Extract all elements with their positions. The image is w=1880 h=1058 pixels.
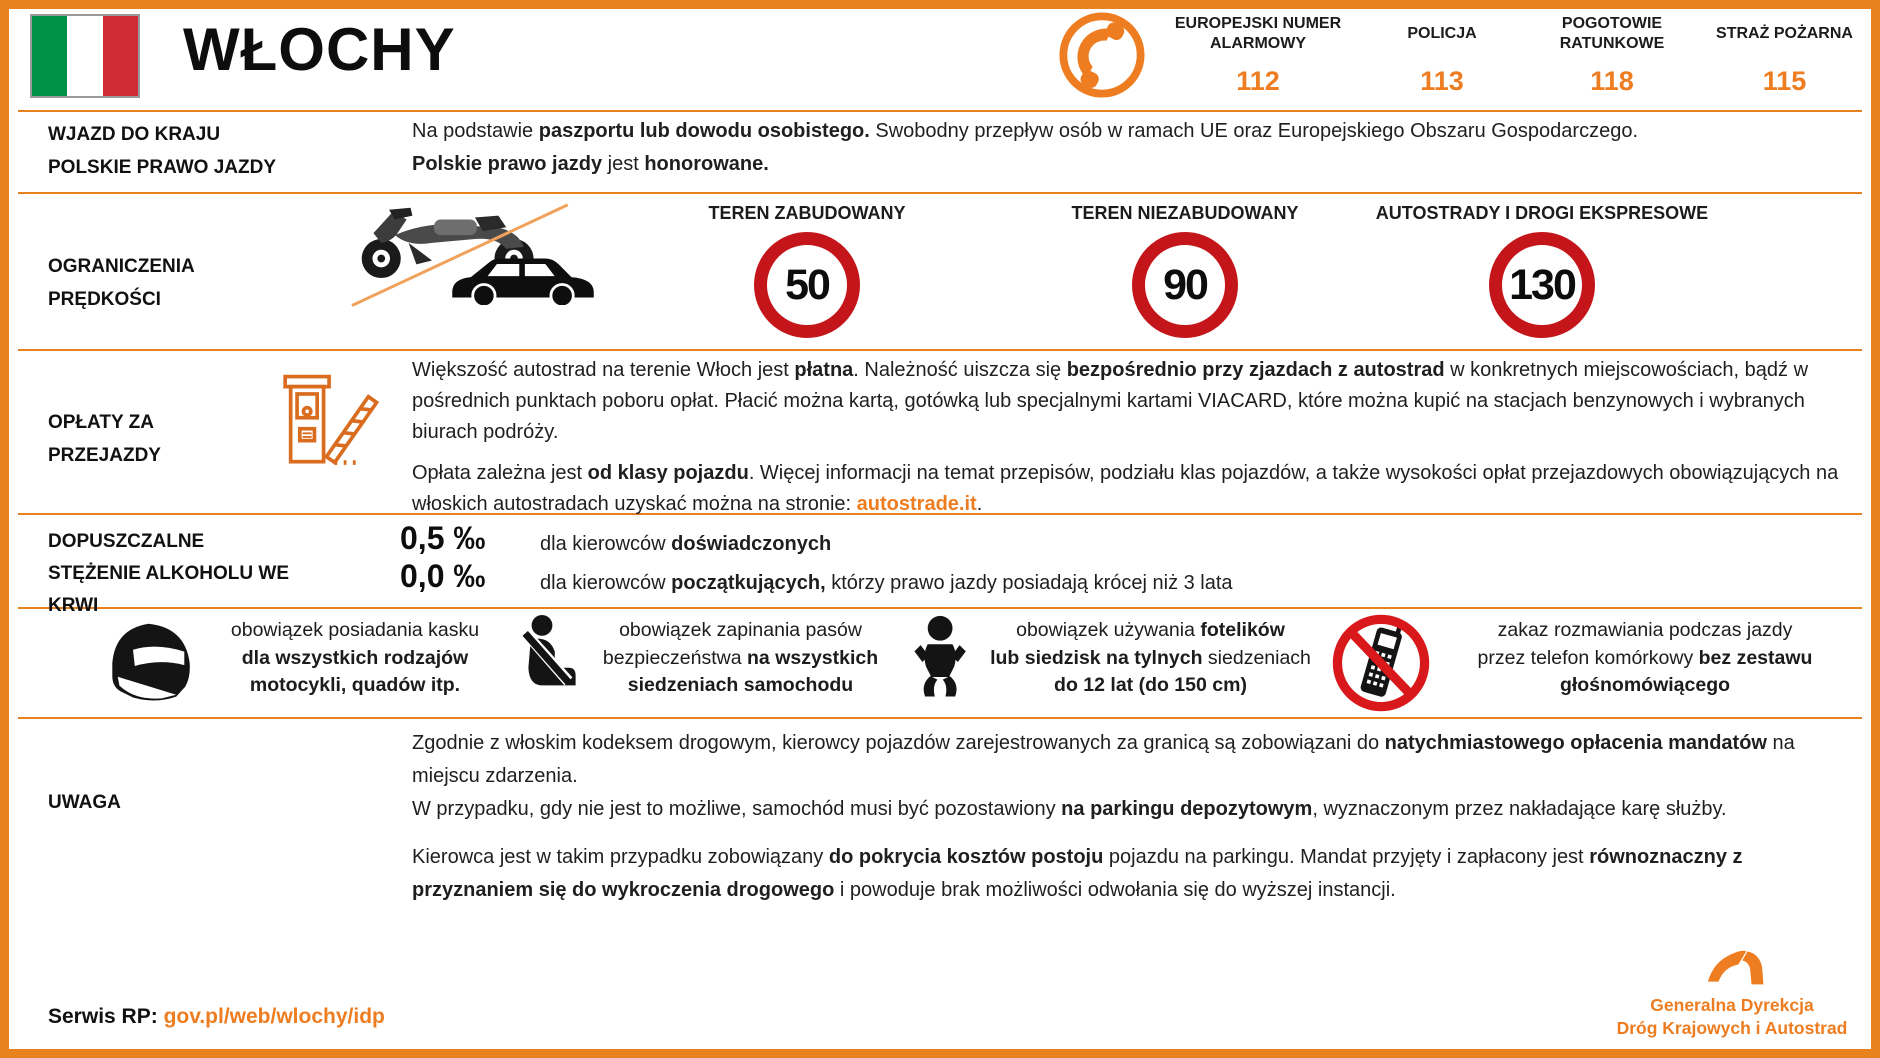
no-phone-icon	[1330, 612, 1432, 719]
text-segment: bezpośrednio przy zjazdach z autostrad	[1066, 359, 1445, 381]
text-segment: . Więcej informacji na temat przepisów, podziału klas pojazdów, a także wysokości opłat przejazdowych obowiązujących na włoskich autostradach uzyskać można na stronie:	[412, 462, 1839, 515]
text-segment: siedzeniach	[1202, 646, 1311, 669]
text-segment: obowiązek posiadania kasku	[230, 619, 480, 641]
entry-label: WJAZD DO KRAJU	[48, 124, 221, 145]
emergency-label: POGOTOWIE RATUNKOWE	[1559, 15, 1665, 52]
text-segment: Opłata zależna jest	[412, 462, 588, 484]
text-segment: płatna	[794, 359, 854, 381]
text-segment: W przypadku, gdy nie jest to możliwe, samochód musi być pozostawiony	[412, 798, 1062, 820]
alcohol-limit-experienced: 0,5 ‰	[400, 520, 486, 556]
divider	[18, 349, 1862, 351]
text-segment: dla kierowców	[540, 572, 672, 594]
text-segment: na miejscu zdarzenia.	[412, 732, 1795, 787]
notice-label: UWAGA	[48, 792, 121, 813]
text-segment: natychmiastowego opłacenia mandatów	[1384, 732, 1767, 754]
text-segment: zakaz rozmawiania podczas jazdy	[1497, 619, 1793, 641]
emergency-ambulance	[1532, 13, 1692, 99]
text-segment: . Należność uiszcza się	[853, 359, 1067, 381]
speed-sign-90: 90	[1132, 232, 1238, 338]
alcohol-label: DOPUSZCZALNE STĘŻENIE ALKOHOLU WE KRWI	[48, 531, 290, 616]
text-segment: Polskie prawo jazdy	[412, 153, 603, 175]
speed-col-highway-header: AUTOSTRADY I DROGI EKSPRESOWE	[1375, 203, 1709, 223]
helmet-icon	[106, 620, 196, 708]
alcohol-limit-beginner: 0,0 ‰	[400, 558, 486, 594]
text-segment: honorowane.	[644, 153, 769, 175]
text-segment: jest	[602, 153, 645, 175]
license-label: POLSKIE PRAWO JAZDY	[48, 157, 277, 178]
emergency-fire	[1697, 13, 1872, 99]
text-segment: siedzeniach samochodu	[627, 674, 854, 696]
divider	[18, 110, 1862, 112]
divider	[18, 192, 1862, 194]
alcohol-desc-beginner	[540, 568, 1233, 599]
text-segment: głośnomówiącego	[1559, 674, 1731, 696]
gddkia-line2: Dróg Krajowych i Autostrad	[1616, 1018, 1848, 1038]
text-segment: początkujących,	[671, 572, 826, 594]
service-label: Serwis RP:	[48, 1005, 158, 1028]
emergency-label: EUROPEJSKI NUMER ALARMOWY	[1174, 15, 1342, 52]
notice-paragraph-2	[412, 841, 1847, 907]
license-text	[412, 149, 1847, 180]
text-segment: .	[976, 493, 983, 515]
tolls-paragraph-1	[412, 355, 1847, 448]
emergency-police	[1372, 13, 1512, 99]
rule-helmet-text	[200, 617, 510, 700]
gddkia-logo-text	[1598, 994, 1866, 1040]
text-segment: Na podstawie	[412, 120, 539, 142]
tolls-paragraph-2	[412, 458, 1847, 520]
divider	[18, 717, 1862, 719]
text-segment: na parkingu depozytowym	[1061, 798, 1313, 820]
rule-seatbelt-text	[588, 617, 893, 700]
toll-gate-icon	[276, 372, 384, 474]
govpl-link[interactable]: gov.pl/web/wlochy/idp	[163, 1005, 385, 1028]
speed-sign-130: 130	[1489, 232, 1595, 338]
country-title: WŁOCHY	[183, 16, 456, 83]
text-segment: na wszystkich	[747, 646, 879, 669]
text-segment: bezpieczeństwa	[602, 646, 748, 669]
text-segment: Swobodny przepływ osób w ramach UE oraz Europejskiego Obszaru Gospodarczego.	[869, 120, 1639, 142]
seatbelt-icon	[518, 615, 582, 704]
rule-child-seat-text	[978, 617, 1323, 700]
text-segment: Kierowca jest w takim przypadku zobowiązany	[412, 846, 829, 868]
speed-col-urban-header: TEREN ZABUDOWANY	[708, 203, 906, 223]
text-segment: w konkretnych miejscowościach, bądź w pośrednich punktach poboru opłat. Płacić można kartą, gotówką lub specjalnymi kartami VIACARD, które można kupić na stacjach benzynowych i wybranych biurach podróży.	[412, 359, 1809, 443]
notice-paragraph-1	[412, 727, 1847, 826]
text-segment: motocykli, quadów itp.	[249, 674, 461, 696]
autostrade-link[interactable]: autostrade.it	[856, 493, 977, 515]
alcohol-desc-experienced	[540, 529, 831, 560]
service-line	[48, 1005, 385, 1029]
text-segment: doświadczonych	[671, 533, 832, 555]
text-segment: , wyznaczonym przez nakładające karę służby.	[1312, 798, 1727, 820]
phone-icon	[1056, 9, 1148, 101]
speed-sign-50: 50	[754, 232, 860, 338]
gddkia-line1: Generalna Dyrekcja	[1650, 995, 1814, 1015]
text-segment: którzy prawo jazdy posiadają krócej niż 3 lata	[825, 572, 1233, 594]
italy-flag-icon	[30, 14, 140, 98]
text-segment: pojazdu na parkingu. Mandat przyjęty i zapłacony jest	[1103, 846, 1590, 868]
emergency-number: 112	[1236, 66, 1280, 96]
text-segment: przez telefon komórkowy	[1477, 646, 1699, 669]
emergency-label: POLICJA	[1407, 25, 1477, 42]
text-segment: obowiązek zapinania pasów	[619, 619, 862, 641]
text-segment: obowiązek używania	[1016, 619, 1201, 641]
text-segment: od klasy pojazdu	[587, 462, 749, 484]
text-segment: paszportu lub dowodu osobistego.	[538, 120, 870, 142]
text-segment: i powoduje brak możliwości odwołania się do wyższej instancji.	[834, 879, 1396, 901]
entry-text	[412, 116, 1847, 147]
child-seat-icon	[910, 615, 972, 713]
speed-section-label: OGRANICZENIA PRĘDKOŚCI	[48, 256, 195, 310]
car-icon	[448, 251, 598, 310]
gddkia-logo-icon	[1704, 946, 1770, 992]
text-segment: bez zestawu	[1698, 646, 1813, 669]
text-segment: do 12 lat (do 150 cm)	[1054, 674, 1247, 696]
rule-no-phone-text	[1445, 617, 1845, 700]
speed-col-rural-header: TEREN NIEZABUDOWANY	[1071, 203, 1299, 223]
tolls-label: OPŁATY ZA PRZEJAZDY	[48, 412, 161, 466]
emergency-number: 115	[1762, 66, 1807, 96]
emergency-number: 118	[1590, 66, 1634, 96]
text-segment: równoznaczny z przyznaniem się do wykroczenia drogowego	[412, 846, 1743, 901]
text-segment: Zgodnie z włoskim kodeksem drogowym, kierowcy pojazdów zarejestrowanych za granicą są zobowiązani do	[412, 732, 1385, 754]
emergency-label: STRAŻ POŻARNA	[1716, 25, 1853, 42]
text-segment: do pokrycia kosztów postoju	[828, 846, 1104, 868]
text-segment: Większość autostrad na terenie Włoch jest	[412, 359, 795, 381]
emergency-number: 113	[1420, 66, 1464, 96]
text-segment: dla wszystkich rodzajów	[241, 646, 469, 669]
text-segment: fotelików	[1200, 619, 1285, 641]
text-segment: dla kierowców	[540, 533, 672, 555]
emergency-european	[1163, 13, 1353, 99]
text-segment: lub siedzisk na tylnych	[990, 646, 1203, 669]
